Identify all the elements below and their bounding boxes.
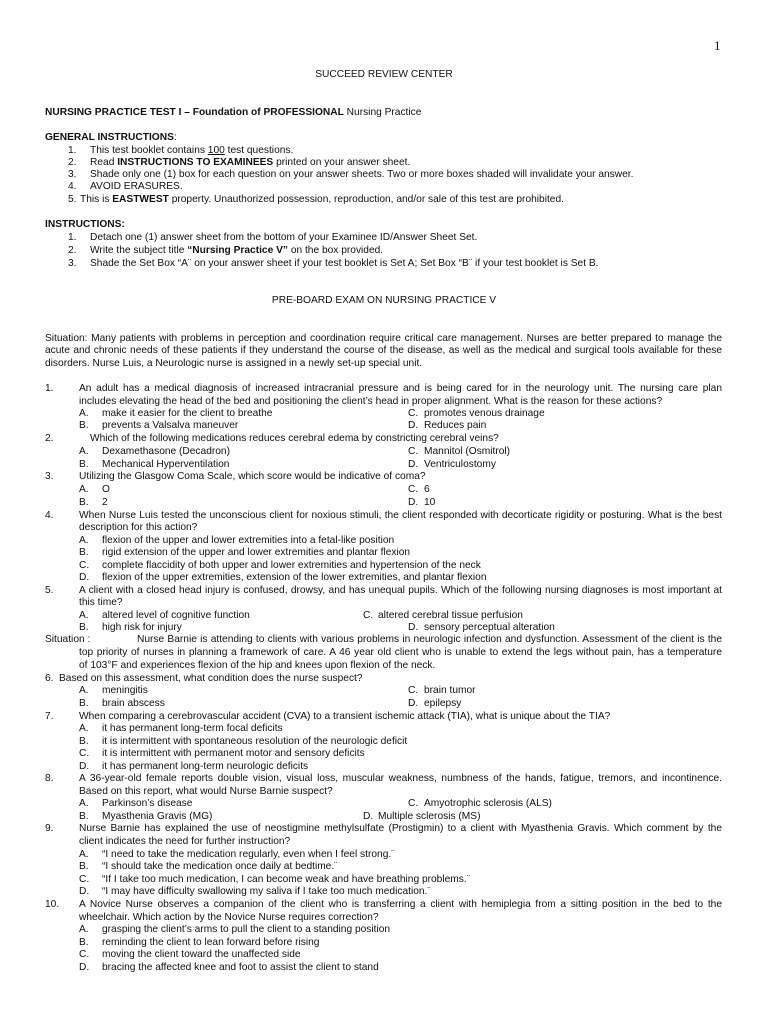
question-text: A 36-year-old female reports double vision, visual loss, muscular weakness, numbness of the hands, fatigue, tremors, and incontinence.	[79, 773, 722, 784]
option-text: Mannitol (Osmitrol)	[424, 446, 511, 457]
list-item	[90, 157, 410, 170]
option-text: altered cerebral tissue perfusion	[378, 610, 523, 621]
option-text: epilepsy	[424, 698, 462, 709]
item-underlined: 100	[207, 145, 225, 156]
option-letter: C.	[79, 560, 90, 571]
option-letter: A.	[79, 610, 89, 621]
option-letter: D.	[408, 698, 419, 709]
question-text: A Novice Nurse observes a companion of the client who is transferring a client with hemiplegia from a sitting position in the bed to the	[79, 899, 722, 910]
option-letter: C.	[79, 949, 90, 960]
option-letter: B.	[79, 811, 89, 822]
option-text: meningitis	[102, 685, 148, 696]
question-text: A client with a closed head injury is confused, drowsy, and has unequal pupils. Which of the following nursing diagnoses is most important at	[79, 585, 722, 596]
test-title-bold: NURSING PRACTICE TEST I – Foundation of PROFESSIONAL	[45, 107, 344, 118]
option-letter: D.	[79, 962, 90, 973]
option-letter: A.	[79, 446, 89, 457]
option-text: it has permanent long-term neurologic deficits	[102, 761, 309, 772]
list-item	[90, 245, 383, 258]
option-text: complete flaccidity of both upper and lower extremities and hypertension of the neck	[102, 560, 481, 571]
question-text: Based on this report, what would Nurse Barnie suspect?	[79, 786, 333, 797]
question-text: When comparing a cerebrovascular accident (CVA) to a transient ischemic attack (TIA), what is unique about the TIA?	[79, 711, 611, 722]
option-letter: C.	[408, 484, 419, 495]
option-text: prevents a Valsalva maneuver	[102, 420, 239, 431]
option-letter: D.	[79, 572, 90, 583]
instructions-heading-text: INSTRUCTIONS:	[45, 219, 125, 230]
paragraph-line: of 103°F and experiences flexion of the hip and knees upon flexion of the neck.	[79, 660, 436, 671]
question-number: 2.	[45, 433, 54, 444]
option-letter: C.	[408, 446, 419, 457]
option-letter: A.	[79, 685, 89, 696]
list-item	[80, 194, 564, 207]
option-text: Amyotrophic sclerosis (ALS)	[424, 798, 552, 809]
option-text: grasping the client’s arms to pull the client to a standing position	[102, 924, 391, 935]
option-letter: B.	[79, 459, 89, 470]
question-number: 5.	[45, 585, 54, 596]
option-text: it has permanent long-term focal deficits	[102, 723, 283, 734]
list-number: 5.	[68, 194, 77, 205]
option-letter: D.	[408, 622, 419, 633]
option-text: Myasthenia Gravis (MG)	[102, 811, 213, 822]
list-item	[90, 145, 293, 158]
item-text: This is	[80, 194, 113, 205]
option-letter: C.	[408, 685, 419, 696]
exam-title: PRE-BOARD EXAM ON NURSING PRACTICE V	[271, 295, 497, 306]
item-bold: INSTRUCTIONS TO EXAMINEES	[117, 157, 274, 168]
question-number: 10.	[45, 899, 60, 910]
question-text: An adult has a medical diagnosis of increased intracranial pressure and is being cared for in the neurology unit. The nursing care plan	[79, 383, 722, 394]
option-text: brain tumor	[424, 685, 476, 696]
question-text: When Nurse Luis tested the unconscious client for noxious stimuli, the client responded with decorticate rigidity or posturing. What is the best	[79, 510, 722, 521]
option-letter: A.	[79, 723, 89, 734]
item-text: test questions.	[224, 145, 294, 156]
item-bold: “Nursing Practice V”	[187, 245, 288, 256]
option-letter: B.	[79, 420, 89, 431]
item-text: This test booklet contains	[90, 145, 208, 156]
option-letter: D.	[408, 459, 419, 470]
option-letter: B.	[79, 736, 89, 747]
question-number: 3.	[45, 471, 54, 482]
instructions-heading	[45, 219, 125, 232]
list-number: 2.	[68, 157, 77, 168]
test-title	[45, 107, 421, 120]
situation-label: Situation :	[45, 634, 91, 645]
list-item: Shade the Set Box “A¨ on your answer sheet if your test booklet is Set A; Set Box “B¨ if your test booklet is Set B.	[90, 258, 599, 269]
option-text: moving the client toward the unaffected side	[102, 949, 301, 960]
question-text: client indicates the need for further instruction?	[79, 836, 291, 847]
question-number: 4.	[45, 510, 54, 521]
question-text: Nurse Barnie has explained the use of neostigmine methylsulfate (Prostigmin) to a client with Myasthenia Gravis. Which comment by the	[79, 823, 722, 834]
option-letter: A.	[79, 535, 89, 546]
option-letter: B.	[79, 861, 89, 872]
question-number: 7.	[45, 711, 54, 722]
list-item: Shade only one (1) box for each question on your answer sheets. Two or more boxes shaded will invalidate your answer.	[90, 169, 634, 180]
option-text: “I need to take the medication regularly, even when I feel strong.¨	[102, 849, 395, 860]
list-number: 3.	[68, 258, 77, 269]
list-item: AVOID ERASURES.	[90, 181, 183, 192]
option-letter: C.	[408, 408, 419, 419]
general-heading-colon: :	[173, 132, 177, 143]
option-letter: B.	[79, 937, 89, 948]
option-text: high risk for injury	[102, 622, 182, 633]
list-number: 2.	[68, 245, 77, 256]
question-number: 8.	[45, 773, 54, 784]
paragraph-line: top priority of nurses in planning a framework of care. A 46 year old client who is unable to extend the legs without pain, has a temperature	[79, 647, 722, 658]
option-letter: A.	[79, 924, 89, 935]
option-text: “I may have difficulty swallowing my saliva if I take too much medication.¨	[102, 886, 431, 897]
question-text: this time?	[79, 597, 123, 608]
item-text: printed on your answer sheet.	[273, 157, 411, 168]
option-text: make it easier for the client to breathe	[102, 408, 273, 419]
option-letter: D.	[79, 761, 90, 772]
option-letter: B.	[79, 497, 89, 508]
option-letter: A.	[79, 484, 89, 495]
option-text: flexion of the upper extremities, extension of the lower extremities, and plantar flexion	[102, 572, 487, 583]
option-letter: C.	[408, 798, 419, 809]
question-number: 1.	[45, 383, 54, 394]
item-text: Read	[90, 157, 118, 168]
center-title: SUCCEED REVIEW CENTER	[315, 69, 453, 80]
list-item: Detach one (1) answer sheet from the bottom of your Examinee ID/Answer Sheet Set.	[90, 232, 478, 243]
option-letter: A.	[79, 849, 89, 860]
option-text: bracing the affected knee and foot to assist the client to stand	[102, 962, 379, 973]
page-number: 1	[714, 38, 721, 53]
item-text: Write the subject title	[90, 245, 188, 256]
option-text: flexion of the upper and lower extremities into a fetal-like position	[102, 535, 395, 546]
option-text: “If I take too much medication, I can become weak and have breathing problems.¨	[102, 874, 471, 885]
option-letter: B.	[79, 622, 89, 633]
paragraph-line: acute and chronic needs of these patients if they understand the course of the disease, as well as the medical and surgical tools available for these	[45, 345, 722, 356]
option-text: rigid extension of the upper and lower extremities and plantar flexion	[102, 547, 411, 558]
option-text: Reduces pain	[424, 420, 487, 431]
list-number: 1.	[68, 145, 77, 156]
general-heading-text: GENERAL INSTRUCTIONS	[45, 132, 174, 143]
option-text: 10	[424, 497, 436, 508]
question-number: 9.	[45, 823, 54, 834]
list-number: 3.	[68, 169, 77, 180]
option-text: “I should take the medication once daily at bedtime.¨	[102, 861, 338, 872]
option-text: O	[102, 484, 110, 495]
option-text: Parkinson’s disease	[102, 798, 193, 809]
option-text: sensory perceptual alteration	[424, 622, 555, 633]
option-text: it is intermittent with spontaneous resolution of the neurologic deficit	[102, 736, 408, 747]
paragraph-line: Nurse Barnie is attending to clients with various problems in neurologic infection and dysfunction. Assessment of the client is the	[137, 634, 722, 645]
option-letter: D.	[408, 497, 419, 508]
question-text: Utilizing the Glasgow Coma Scale, which score would be indicative of coma?	[79, 471, 426, 482]
option-letter: C.	[363, 610, 374, 621]
option-text: Multiple sclerosis (MS)	[378, 811, 481, 822]
option-text: Ventriculostomy	[424, 459, 496, 470]
question-number: 6.	[45, 673, 54, 684]
test-title-normal: Nursing Practice	[343, 107, 422, 118]
option-letter: C.	[79, 874, 90, 885]
option-letter: C.	[79, 748, 90, 759]
option-text: it is intermittent with permanent motor and sensory deficits	[102, 748, 365, 759]
option-letter: D.	[79, 886, 90, 897]
option-letter: B.	[79, 547, 89, 558]
option-text: 6	[424, 484, 430, 495]
option-letter: D.	[408, 420, 419, 431]
paragraph-line: Situation: Many patients with problems in perception and coordination require critical care management. Nurses are better prepared to manage the	[45, 333, 722, 344]
question-text: Which of the following medications reduces cerebral edema by constricting cerebral veins?	[90, 433, 499, 444]
general-instructions-heading	[45, 132, 177, 145]
option-letter: D.	[363, 811, 374, 822]
item-text: property. Unauthorized possession, reproduction, and/or sale of this test are prohibited.	[168, 194, 564, 205]
question-text: includes elevating the head of the bed and positioning the client’s head in proper alignment. What is the reason for these actions?	[79, 396, 663, 407]
item-text: on the box provided.	[287, 245, 384, 256]
option-letter: A.	[79, 798, 89, 809]
option-text: brain abscess	[102, 698, 165, 709]
list-number: 1.	[68, 232, 77, 243]
question-text: description for this action?	[79, 522, 198, 533]
option-text: altered level of cognitive function	[102, 610, 250, 621]
question-text: wheelchair. Which action by the Novice Nurse requires correction?	[79, 912, 379, 923]
list-number: 4.	[68, 181, 77, 192]
option-text: Mechanical Hyperventilation	[102, 459, 230, 470]
option-text: reminding the client to lean forward before rising	[102, 937, 320, 948]
option-letter: A.	[79, 408, 89, 419]
item-bold: EASTWEST	[112, 194, 169, 205]
option-letter: B.	[79, 698, 89, 709]
question-text: Based on this assessment, what condition does the nurse suspect?	[59, 673, 363, 684]
option-text: Dexamethasone (Decadron)	[102, 446, 230, 457]
option-text: 2	[102, 497, 108, 508]
option-text: promotes venous drainage	[424, 408, 545, 419]
paragraph-line: disorders. Nurse Luis, a Neurologic nurse is assigned in a newly set-up special unit.	[45, 358, 423, 369]
